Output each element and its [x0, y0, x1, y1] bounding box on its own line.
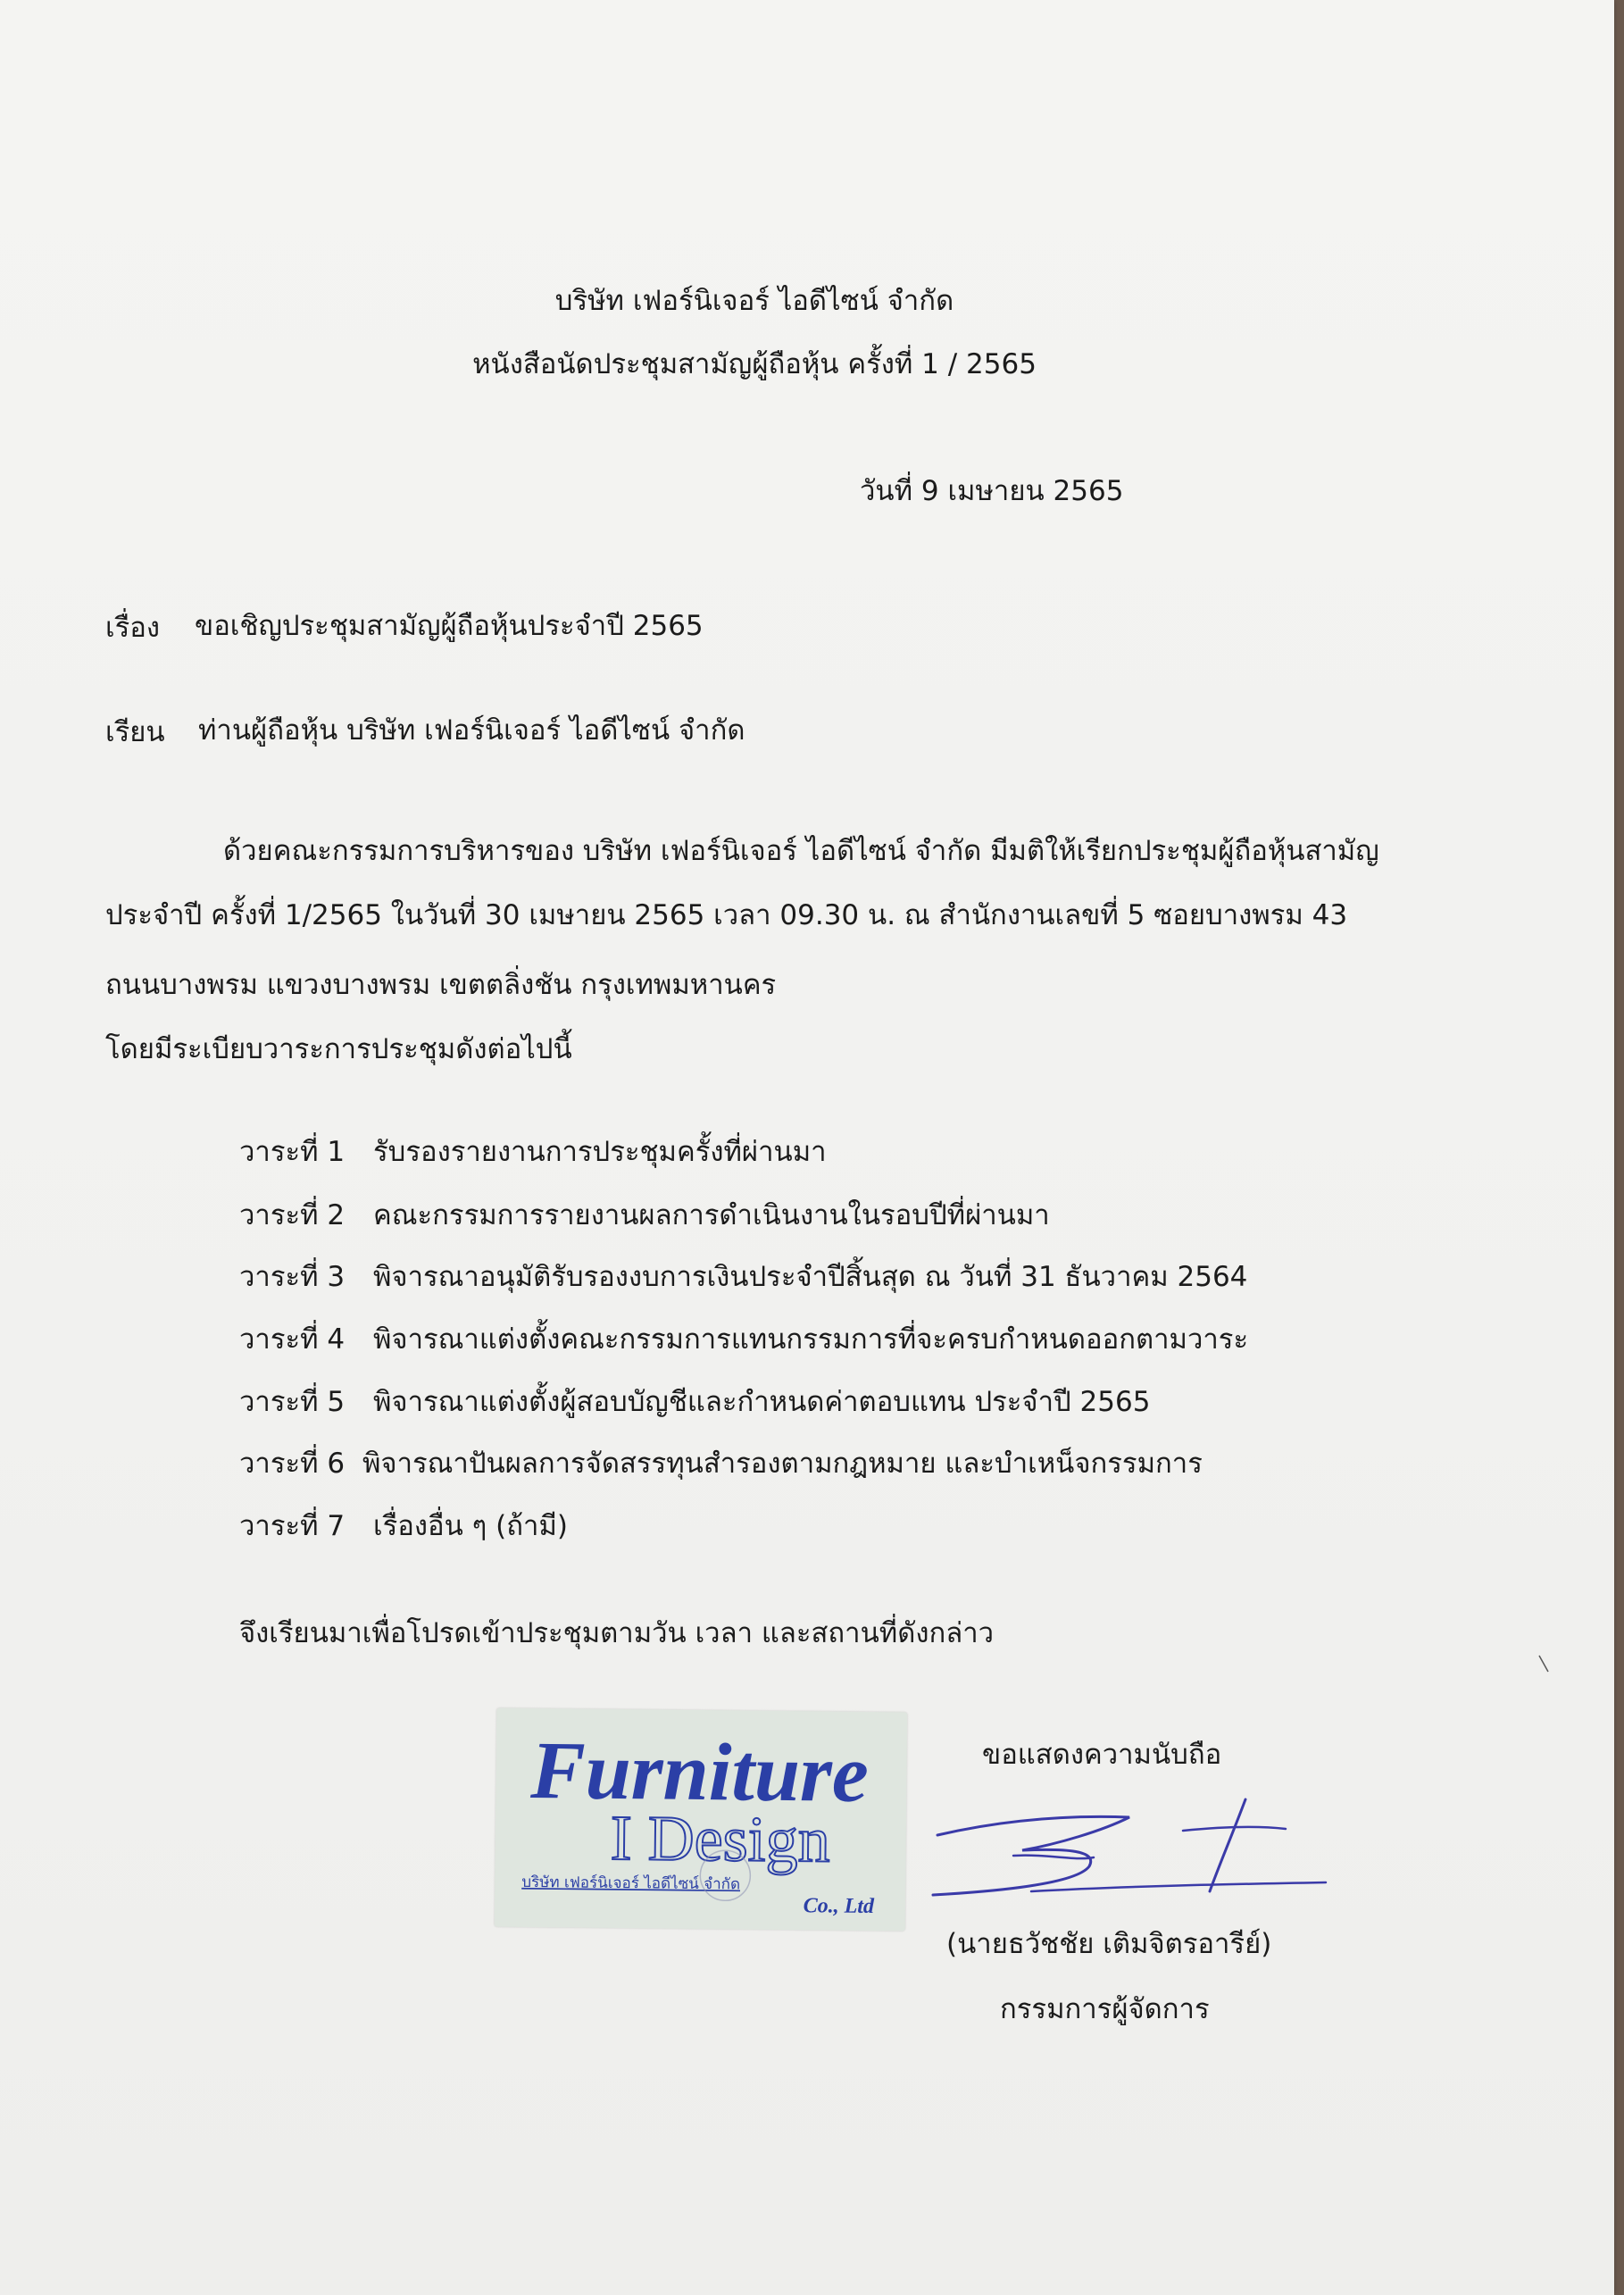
brand-word-1: Furniture	[529, 1724, 870, 1819]
recipient-label: เรียน	[105, 716, 165, 748]
brand-word-2: I Design	[610, 1801, 831, 1876]
notice-title: หนังสือนัดประชุมสามัญผู้ถือหุ้น ครั้งที่ 1 / 2565	[472, 348, 1037, 380]
stamp-thai-line: บริษัท เฟอร์นิเจอร์ ไอดีไซน์ จำกัด	[521, 1873, 741, 1894]
pen-mark	[1537, 1654, 1550, 1675]
company-logo	[495, 1708, 908, 1932]
agenda-item-label: วาระที่ 1	[239, 1136, 346, 1168]
agenda-item-label: วาระที่ 3	[239, 1261, 346, 1293]
agenda-item-label: วาระที่ 4	[239, 1323, 346, 1356]
agenda-item-label: วาระที่ 5	[239, 1386, 346, 1418]
company-stamp	[495, 1708, 908, 1932]
subject-text: ขอเชิญประชุมสามัญผู้ถือหุ้นประจำปี 2565	[195, 610, 704, 642]
agenda-item-text: พิจารณาแต่งตั้งผู้สอบบัญชีและกำหนดค่าตอบแทน ประจำปี 2565	[373, 1386, 1151, 1418]
agenda-item-text: พิจารณาแต่งตั้งคณะกรรมการแทนกรรมการที่จะครบกำหนดออกตามวาระ	[373, 1323, 1249, 1356]
signer-name: (นายธวัชชัย เติมจิตรอารีย์)	[946, 1928, 1272, 1960]
regards-text: ขอแสดงความนับถือ	[982, 1739, 1222, 1771]
subject-label: เรื่อง	[105, 612, 161, 644]
body-line-1: ด้วยคณะกรรมการบริหารของ บริษัท เฟอร์นิเจอร์ ไอดีไซน์ จำกัด มีมติให้เรียกประชุมผู้ถือหุ้นสามัญ	[223, 835, 1379, 867]
agenda-item-label: วาระที่ 2	[239, 1199, 346, 1231]
company-heading: บริษัท เฟอร์นิเจอร์ ไอดีไซน์ จำกัด	[554, 285, 954, 317]
body-line-2: ประจำปี ครั้งที่ 1/2565 ในวันที่ 30 เมษายน 2565 เวลา 09.30 น. ณ สำนักงานเลขที่ 5 ซอยบางพรม 43	[105, 899, 1348, 931]
agenda-item-text: พิจารณาปันผลการจัดสรรทุนสำรองตามกฎหมาย และบำเหน็จกรรมการ	[362, 1448, 1203, 1480]
body-line-4: โดยมีระเบียบวาระการประชุมดังต่อไปนี้	[105, 1033, 572, 1065]
agenda-item-label: วาระที่ 7	[239, 1510, 346, 1542]
handwritten-signature	[924, 1795, 1335, 1920]
recipient-text: ท่านผู้ถือหุ้น บริษัท เฟอร์นิเจอร์ ไอดีไซน์ จำกัด	[198, 714, 745, 747]
date-line: วันที่ 9 เมษายน 2565	[860, 475, 1124, 507]
agenda-item-text: เรื่องอื่น ๆ (ถ้ามี)	[373, 1510, 568, 1542]
stamp-suffix: Co., Ltd	[803, 1894, 875, 1919]
agenda-item-text: พิจารณาอนุมัติรับรองงบการเงินประจำปีสิ้นสุด ณ วันที่ 31 ธันวาคม 2564	[373, 1261, 1248, 1293]
agenda-item-text: คณะกรรมการรายงานผลการดำเนินงานในรอบปีที่ผ่านมา	[373, 1199, 1050, 1231]
agenda-item-text: รับรองรายงานการประชุมครั้งที่ผ่านมา	[373, 1136, 827, 1168]
body-line-3: ถนนบางพรม แขวงบางพรม เขตตลิ่งชัน กรุงเทพมหานคร	[105, 969, 777, 1001]
signer-title: กรรมการผู้จัดการ	[1000, 1993, 1210, 2025]
agenda-item-label: วาระที่ 6	[239, 1448, 346, 1480]
closing-line: จึงเรียนมาเพื่อโปรดเข้าประชุมตามวัน เวลา และสถานที่ดังกล่าว	[239, 1617, 995, 1649]
